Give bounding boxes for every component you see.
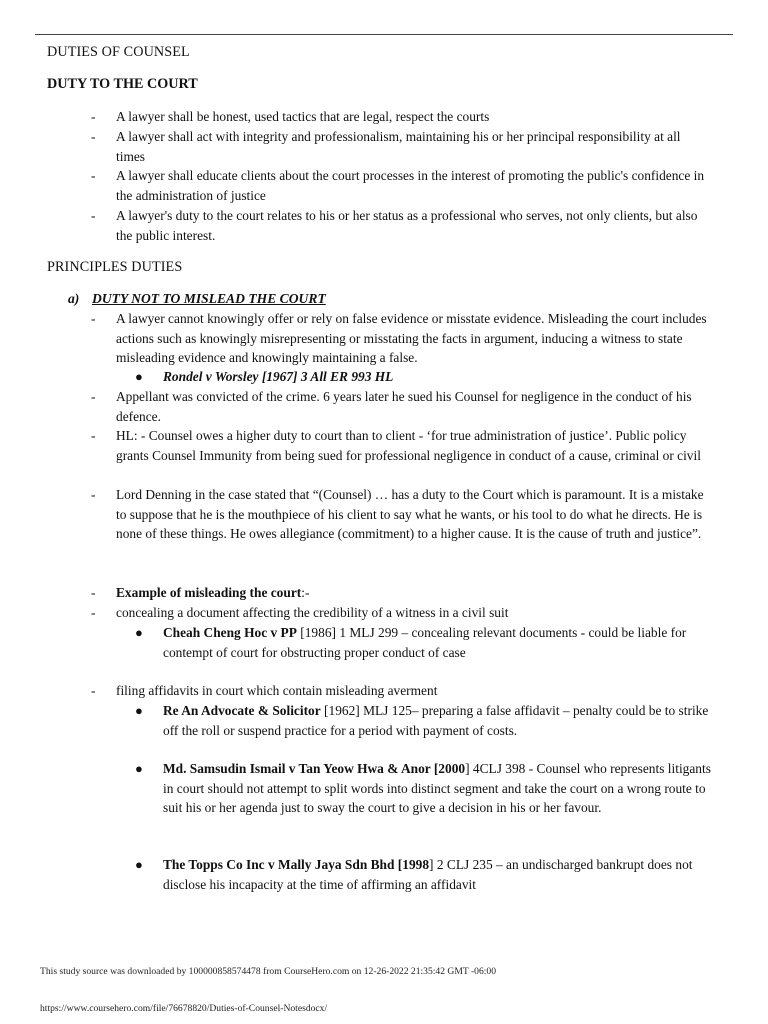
- list-item: - A lawyer shall educate clients about the court processes in the interest of promoting the public's confidence in the administration of justice: [91, 168, 705, 203]
- list-item: - HL: - Counsel owes a higher duty to court than to client - ‘for true administration of justice’. Public policy grants Counsel Immunity from being sued for professional negligence in conduct of a cause, criminal or civil: [91, 428, 701, 463]
- source-url[interactable]: https://www.coursehero.com/file/76678820/Duties-of-Counsel-Notesdocx/: [40, 1003, 328, 1014]
- case-name: Cheah Cheng Hoc v PP: [163, 625, 297, 640]
- list-item: - Lord Denning in the case stated that “(Counsel) … has a duty to the Court which is paramount. It is a mistake to suppose that he is the mouthpiece of his client to say what he wants, or his tool to do what he directs. He is none of these things. He owes allegiance (commitment) to a higher cause. It is the cause of truth and justice”.: [91, 487, 704, 542]
- dash-marker: -: [91, 311, 96, 326]
- subheading-mislead-court: a) DUTY NOT TO MISLEAD THE COURT: [68, 289, 326, 309]
- list-item: - A lawyer shall act with integrity and professionalism, maintaining his or her principal responsibility at all times: [91, 129, 681, 164]
- case-name: The Topps Co Inc v Mally Jaya Sdn Bhd [1998: [163, 857, 430, 872]
- case-name: Md. Samsudin Ismail v Tan Yeow Hwa & Anor [2000: [163, 761, 466, 776]
- document-title: DUTIES OF COUNSEL: [47, 44, 190, 60]
- example-heading: Example of misleading the court: [116, 585, 302, 600]
- dash-marker: -: [91, 428, 96, 443]
- subheading-marker: a): [68, 291, 80, 306]
- list-item: - A lawyer's duty to the court relates to his or her status as a professional who serves, not only clients, but also the public interest.: [91, 208, 698, 243]
- section-heading-duty-to-court: DUTY TO THE COURT: [47, 76, 198, 92]
- case-bullet: ● Re An Advocate & Solicitor [1962] MLJ 125– preparing a false affidavit – penalty could be to strike off the roll or suspend practice for a period with payment of costs.: [135, 703, 709, 738]
- list-item: - Example of misleading the court:-: [91, 583, 711, 603]
- dash-marker: -: [91, 208, 96, 223]
- dash-marker: -: [91, 109, 96, 124]
- bullet-icon: ●: [135, 761, 143, 776]
- download-note: This study source was downloaded by 100000858574478 from CourseHero.com on 12-26-2022 21:35:42 GMT -06:00: [40, 966, 497, 977]
- list-item: - filing affidavits in court which contain misleading averment: [91, 681, 711, 701]
- list-item: - Appellant was convicted of the crime. 6 years later he sued his Counsel for negligence in the conduct of his defence.: [91, 389, 692, 424]
- dash-marker: -: [91, 168, 96, 183]
- bullet-icon: ●: [135, 625, 143, 640]
- case-bullet: ● Cheah Cheng Hoc v PP [1986] 1 MLJ 299 – concealing relevant documents - could be liable for contempt of court for obstructing proper conduct of case: [135, 625, 687, 660]
- dash-marker: -: [91, 585, 96, 600]
- dash-marker: -: [91, 389, 96, 404]
- case-bullet: ● The Topps Co Inc v Mally Jaya Sdn Bhd [1998] 2 CLJ 235 – an undischarged bankrupt does not disclose his incapacity at the time of affirming an affidavit: [135, 857, 693, 892]
- dash-marker: -: [91, 605, 96, 620]
- section-heading-principles: PRINCIPLES DUTIES: [47, 259, 183, 275]
- dash-marker: -: [91, 129, 96, 144]
- list-item: - concealing a document affecting the credibility of a witness in a civil suit: [91, 603, 711, 623]
- bullet-icon: ●: [135, 369, 143, 384]
- list-item: - A lawyer shall be honest, used tactics that are legal, respect the courts: [91, 107, 711, 127]
- top-rule: [35, 34, 733, 35]
- case-name: Re An Advocate & Solicitor: [163, 703, 321, 718]
- case-bullet: ● Rondel v Worsley [1967] 3 All ER 993 HL: [135, 367, 715, 387]
- bullet-icon: ●: [135, 857, 143, 872]
- bullet-icon: ●: [135, 703, 143, 718]
- case-bullet: ● Md. Samsudin Ismail v Tan Yeow Hwa & Anor [2000] 4CLJ 398 - Counsel who represents litigants in court should not attempt to split words into distinct segment and take the court on a wrong route to suit his or her agenda just to sway the court to give a decision in his or her favour.: [135, 761, 711, 816]
- dash-marker: -: [91, 683, 96, 698]
- list-item: - A lawyer cannot knowingly offer or rely on false evidence or misstate evidence. Misleading the court includes actions such as knowingly misrepresenting or misstating the facts in argument, inducing a witness to state misleading evidence and knowingly maintaining a false.: [91, 311, 707, 366]
- dash-marker: -: [91, 487, 96, 502]
